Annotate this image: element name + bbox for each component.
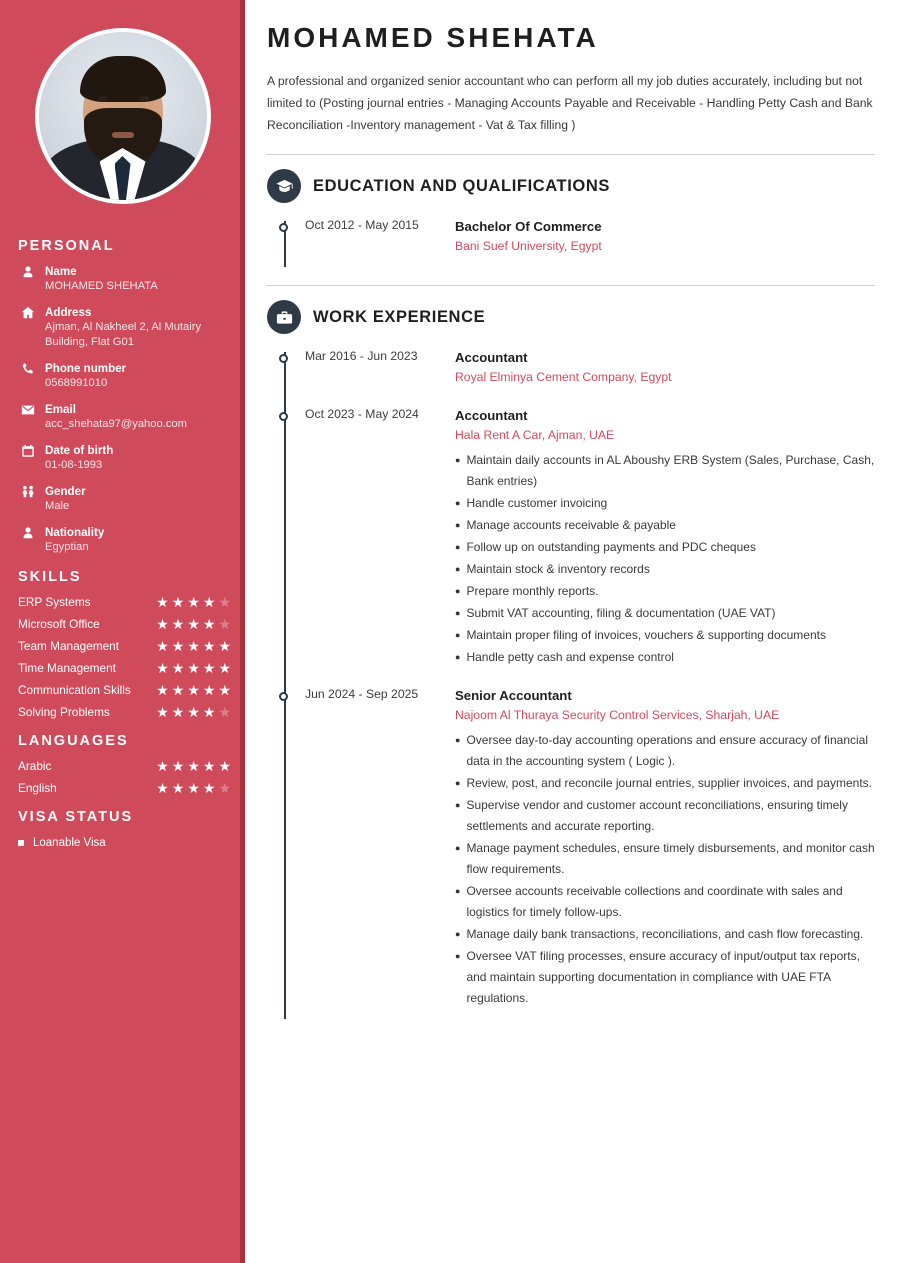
star-icon: ★ xyxy=(202,660,216,676)
entry-bullets xyxy=(455,730,875,1009)
main-content xyxy=(245,0,903,1263)
person-icon xyxy=(18,526,38,540)
bullet-item xyxy=(455,493,875,514)
contact-value: Egyptian xyxy=(45,541,89,553)
bullet-text: Submit VAT accounting, filing & documentation (UAE VAT) xyxy=(466,606,776,620)
spacer xyxy=(455,261,875,271)
star-icon: ★ xyxy=(171,704,185,720)
briefcase-icon xyxy=(267,300,301,334)
rating-stars xyxy=(156,639,231,653)
bullet-text: Review, post, and reconcile journal entries, supplier invoices, and payments. xyxy=(466,776,872,790)
star-icon: ★ xyxy=(218,704,231,720)
contact-item-address xyxy=(18,305,231,350)
star-icon: ★ xyxy=(187,638,200,654)
bullet-text: Handle customer invoicing xyxy=(466,496,608,510)
bullet-icon: ● xyxy=(455,520,461,530)
skill-row xyxy=(18,639,231,653)
phone-icon xyxy=(18,362,38,376)
entry-body xyxy=(455,686,875,1023)
personal-section-title: PERSONAL xyxy=(18,238,115,254)
bullet-icon: ● xyxy=(455,886,461,896)
experience-timeline xyxy=(267,348,875,1023)
star-icon: ★ xyxy=(218,660,231,676)
star-icon: ★ xyxy=(171,682,185,698)
bullet-icon: ● xyxy=(455,455,461,465)
star-icon: ★ xyxy=(202,682,216,698)
star-icon: ★ xyxy=(218,682,231,698)
languages-list xyxy=(0,759,245,795)
timeline-entry xyxy=(285,348,875,402)
skill-row xyxy=(18,661,231,675)
rating-stars xyxy=(156,683,231,697)
star-icon: ★ xyxy=(202,638,216,654)
entry-bullets xyxy=(455,450,875,668)
rating-stars xyxy=(156,661,231,675)
contact-item-phone xyxy=(18,361,231,391)
star-icon: ★ xyxy=(171,660,185,676)
timeline-entry xyxy=(285,406,875,682)
spacer xyxy=(455,392,875,402)
bullet-icon: ● xyxy=(455,498,461,508)
bullet-item xyxy=(455,537,875,558)
entry-organization: Najoom Al Thuraya Security Control Services, Sharjah, UAE xyxy=(455,708,780,722)
star-icon: ★ xyxy=(187,682,200,698)
bullet-item xyxy=(455,625,875,646)
timeline-entry xyxy=(285,686,875,1023)
bullet-item xyxy=(455,795,875,837)
bullet-item xyxy=(455,603,875,624)
bullet-item xyxy=(455,838,875,880)
entry-role: Accountant xyxy=(455,408,528,423)
skill-row xyxy=(18,705,231,719)
skills-section-title: SKILLS xyxy=(18,569,82,585)
visa-section-title: VISA STATUS xyxy=(18,809,134,825)
person-icon xyxy=(18,265,38,279)
contact-label: Phone number xyxy=(45,362,127,375)
skill-row xyxy=(18,683,231,697)
bullet-icon: ● xyxy=(455,843,461,853)
entry-date: Oct 2023 - May 2024 xyxy=(305,407,419,421)
contact-label: Email xyxy=(45,403,76,416)
entry-organization: Hala Rent A Car, Ajman, UAE xyxy=(455,428,615,442)
visa-item xyxy=(18,837,231,849)
contact-value: acc_shehata97@yahoo.com xyxy=(45,418,187,430)
bullet-item xyxy=(455,450,875,492)
skill-row xyxy=(18,617,231,631)
star-icon: ★ xyxy=(156,780,169,796)
contact-label: Address xyxy=(45,306,92,319)
bullet-text: Handle petty cash and expense control xyxy=(466,650,674,664)
star-icon: ★ xyxy=(171,638,185,654)
contact-value: 0568991010 xyxy=(45,377,108,389)
star-icon: ★ xyxy=(202,594,216,610)
sidebar-accent-stripe xyxy=(240,0,245,1263)
education-section-header xyxy=(267,169,875,203)
rating-stars xyxy=(156,781,231,795)
gender-icon xyxy=(18,485,38,499)
languages-section-title: LANGUAGES xyxy=(18,733,129,749)
sidebar xyxy=(0,0,245,1263)
bullet-item xyxy=(455,924,875,945)
bullet-icon: ● xyxy=(455,564,461,574)
entry-organization: Bani Suef University, Egypt xyxy=(455,239,602,253)
rating-stars xyxy=(156,595,231,609)
timeline-dot-icon xyxy=(279,223,288,232)
education-timeline xyxy=(267,217,875,271)
entry-role: Bachelor Of Commerce xyxy=(455,219,602,234)
star-icon: ★ xyxy=(156,758,169,774)
entry-body xyxy=(455,406,875,682)
graduation-cap-icon xyxy=(267,169,301,203)
rating-label: Team Management xyxy=(18,639,119,653)
bullet-icon: ● xyxy=(455,951,461,961)
bullet-text: Maintain stock & inventory records xyxy=(466,562,650,576)
rating-stars xyxy=(156,617,231,631)
bullet-text: Follow up on outstanding payments and PDC cheques xyxy=(466,540,756,554)
entry-body xyxy=(455,217,875,271)
contact-item-nationality xyxy=(18,525,231,555)
rating-label: Time Management xyxy=(18,661,116,675)
bullet-text: Oversee accounts receivable collections and coordinate with sales and logistics for timely follow-ups. xyxy=(466,884,843,919)
bullet-icon: ● xyxy=(455,542,461,552)
bullet-icon: ● xyxy=(455,630,461,640)
bullet-icon: ● xyxy=(455,800,461,810)
bullet-icon: ● xyxy=(455,778,461,788)
avatar xyxy=(35,28,211,204)
star-icon: ★ xyxy=(156,704,169,720)
skill-row xyxy=(18,595,231,609)
bullet-item xyxy=(455,881,875,923)
calendar-icon xyxy=(18,444,38,458)
star-icon: ★ xyxy=(202,780,216,796)
bullet-icon: ● xyxy=(455,652,461,662)
star-icon: ★ xyxy=(171,616,185,632)
contact-item-name xyxy=(18,264,231,294)
contact-item-dob xyxy=(18,443,231,473)
divider xyxy=(267,154,875,155)
star-icon: ★ xyxy=(156,616,169,632)
bullet-text: Manage daily bank transactions, reconciliations, and cash flow forecasting. xyxy=(466,927,864,941)
entry-date: Jun 2024 - Sep 2025 xyxy=(305,687,419,701)
star-icon: ★ xyxy=(187,758,200,774)
contact-value: Ajman, Al Nakheel 2, Al Mutairy Building, Flat G01 xyxy=(45,321,202,348)
rating-label: Microsoft Office xyxy=(18,617,100,631)
profile-summary: A professional and organized senior accountant who can perform all my job duties accurately, including but not limited to (Posting journal entries - Managing Accounts Payable and Receivable - Handling Petty Cash and Bank Reconciliation -Inventory management - Vat & Tax filling ) xyxy=(267,74,873,132)
rating-label: ERP Systems xyxy=(18,595,91,609)
star-icon: ★ xyxy=(218,594,231,610)
star-icon: ★ xyxy=(156,660,169,676)
star-icon: ★ xyxy=(156,638,169,654)
bullet-text: Supervise vendor and customer account reconciliations, ensuring timely settlements and accurate reporting. xyxy=(466,798,848,833)
bullet-text: Oversee VAT filing processes, ensure accuracy of input/output tax reports, and maintain supporting documentation in compliance with UAE FTA regulations. xyxy=(466,949,860,1005)
entry-date: Mar 2016 - Jun 2023 xyxy=(305,349,418,363)
star-icon: ★ xyxy=(218,638,231,654)
bullet-icon: ● xyxy=(455,735,461,745)
section-title: EDUCATION AND QUALIFICATIONS xyxy=(313,176,610,195)
rating-label: Solving Problems xyxy=(18,705,110,719)
bullet-item xyxy=(455,515,875,536)
bullet-text: Prepare monthly reports. xyxy=(466,584,599,598)
bullet-icon: ● xyxy=(455,586,461,596)
star-icon: ★ xyxy=(218,616,231,632)
section-title: WORK EXPERIENCE xyxy=(313,307,486,326)
timeline-entry xyxy=(285,217,875,271)
star-icon: ★ xyxy=(187,594,200,610)
star-icon: ★ xyxy=(187,660,200,676)
visa-label: Loanable Visa xyxy=(33,837,106,849)
bullet-text: Manage payment schedules, ensure timely disbursements, and monitor cash flow requirements. xyxy=(466,841,875,876)
star-icon: ★ xyxy=(171,594,185,610)
avatar-container xyxy=(0,0,245,224)
bullet-icon: ● xyxy=(455,929,461,939)
bullet-icon xyxy=(18,840,24,846)
bullet-item xyxy=(455,581,875,602)
contact-value: MOHAMED SHEHATA xyxy=(45,280,158,292)
language-row xyxy=(18,781,231,795)
bullet-icon: ● xyxy=(455,608,461,618)
personal-details-list xyxy=(0,264,245,555)
bullet-text: Manage accounts receivable & payable xyxy=(466,518,676,532)
rating-label: Communication Skills xyxy=(18,683,131,697)
page-title: MOHAMED SHEHATA xyxy=(267,22,599,53)
contact-item-gender xyxy=(18,484,231,514)
home-icon xyxy=(18,306,38,320)
contact-label: Name xyxy=(45,265,77,278)
entry-role: Accountant xyxy=(455,350,528,365)
entry-organization: Royal Elminya Cement Company, Egypt xyxy=(455,370,672,384)
bullet-text: Maintain daily accounts in AL Aboushy ERB System (Sales, Purchase, Cash, Bank entries) xyxy=(466,453,875,488)
bullet-item xyxy=(455,647,875,668)
contact-label: Gender xyxy=(45,485,86,498)
contact-value: Male xyxy=(45,500,70,512)
star-icon: ★ xyxy=(187,704,200,720)
star-icon: ★ xyxy=(202,758,216,774)
timeline-dot-icon xyxy=(279,412,288,421)
rating-label: English xyxy=(18,781,57,795)
star-icon: ★ xyxy=(171,758,185,774)
star-icon: ★ xyxy=(218,758,231,774)
entry-date: Oct 2012 - May 2015 xyxy=(305,218,419,232)
bullet-item xyxy=(455,559,875,580)
language-row xyxy=(18,759,231,773)
bullet-item xyxy=(455,773,875,794)
email-icon xyxy=(18,403,38,417)
entry-role: Senior Accountant xyxy=(455,688,572,703)
contact-label: Date of birth xyxy=(45,444,114,457)
star-icon: ★ xyxy=(187,616,200,632)
bullet-item xyxy=(455,730,875,772)
bullet-text: Oversee day-to-day accounting operations and ensure accuracy of financial data in the accounting system ( Logic ). xyxy=(466,733,869,768)
contact-label: Nationality xyxy=(45,526,105,539)
star-icon: ★ xyxy=(187,780,200,796)
star-icon: ★ xyxy=(202,704,216,720)
bullet-item xyxy=(455,946,875,1009)
timeline-dot-icon xyxy=(279,692,288,701)
star-icon: ★ xyxy=(171,780,185,796)
star-icon: ★ xyxy=(202,616,216,632)
star-icon: ★ xyxy=(218,780,231,796)
contact-item-email xyxy=(18,402,231,432)
timeline-dot-icon xyxy=(279,354,288,363)
rating-label: Arabic xyxy=(18,759,52,773)
experience-section-header xyxy=(267,300,875,334)
rating-stars xyxy=(156,759,231,773)
skills-list xyxy=(0,595,245,719)
star-icon: ★ xyxy=(156,594,169,610)
rating-stars xyxy=(156,705,231,719)
bullet-text: Maintain proper filing of invoices, vouchers & supporting documents xyxy=(466,628,826,642)
visa-list xyxy=(0,835,245,849)
entry-body xyxy=(455,348,875,402)
divider xyxy=(267,285,875,286)
star-icon: ★ xyxy=(156,682,169,698)
contact-value: 01-08-1993 xyxy=(45,459,103,471)
